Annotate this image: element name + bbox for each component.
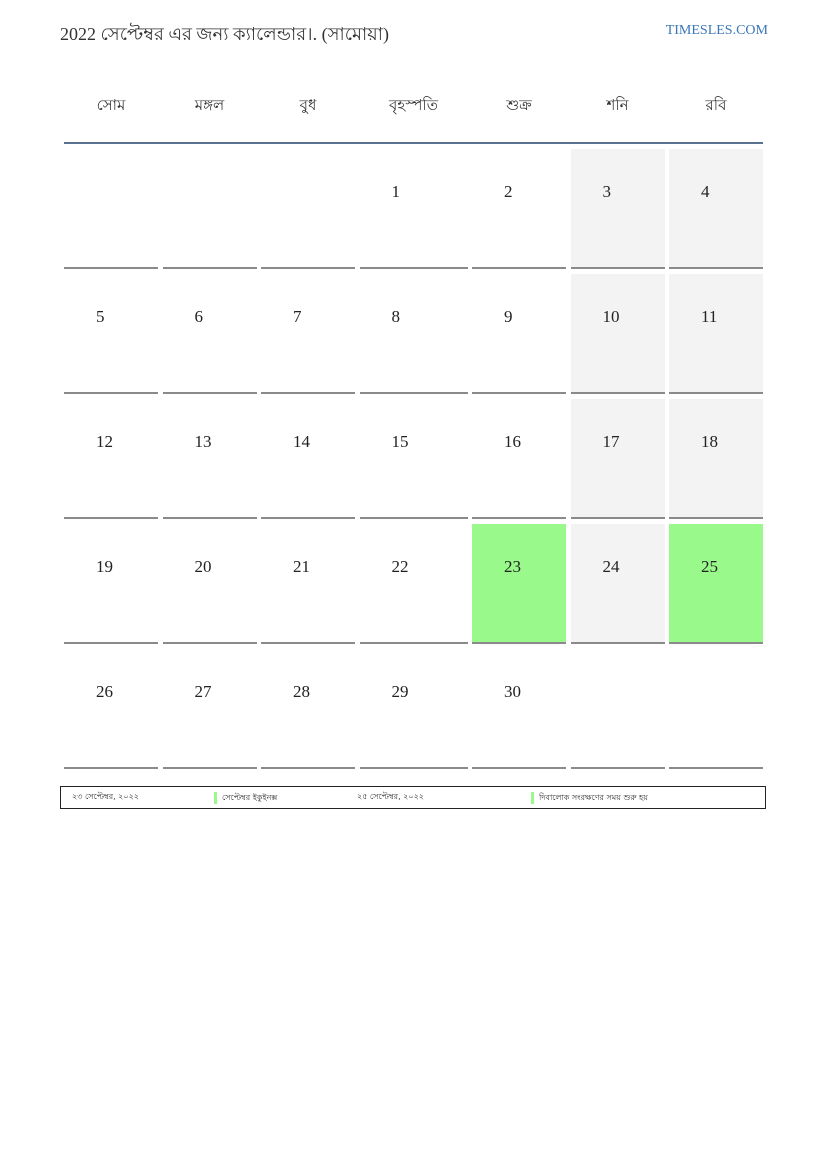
day-number: 29 [391, 682, 409, 701]
day-cell-9[interactable] [472, 274, 566, 394]
day-number: 9 [504, 307, 513, 326]
day-cell-4[interactable] [669, 149, 763, 269]
day-cell-1[interactable] [360, 149, 468, 269]
day-cell-10[interactable] [571, 274, 665, 394]
day-number: 5 [96, 307, 105, 326]
day-number: 16 [504, 432, 521, 451]
day-number: 27 [194, 682, 212, 701]
day-cell-26[interactable] [64, 649, 158, 769]
legend-date-2: ২৫ সেপ্টেম্বর, ২০২২ [357, 792, 424, 801]
day-number: 21 [293, 557, 310, 576]
day-cell-22[interactable] [360, 524, 468, 644]
site-link[interactable]: TIMESLES.COM [665, 23, 768, 38]
weekday-thursday: বৃহস্পতি [389, 95, 438, 114]
day-cell-empty [669, 649, 763, 769]
day-cell-8[interactable] [360, 274, 468, 394]
day-cell-empty [571, 649, 665, 769]
day-cell-21[interactable] [261, 524, 355, 644]
day-cell-13[interactable] [163, 399, 257, 519]
weekday-sunday: রবি [705, 95, 727, 114]
day-cell-16[interactable] [472, 399, 566, 519]
day-number: 15 [391, 432, 409, 451]
week-row [64, 149, 763, 269]
day-cell-24[interactable] [571, 524, 665, 644]
day-number: 4 [701, 182, 710, 201]
week-row [64, 524, 763, 644]
day-number: 12 [96, 432, 113, 451]
day-cell-2[interactable] [472, 149, 566, 269]
day-cell-11[interactable] [669, 274, 763, 394]
weekday-tuesday: মঙ্গল [194, 95, 225, 114]
day-cell-28[interactable] [261, 649, 355, 769]
day-number: 24 [602, 557, 620, 576]
weekday-monday: সোম [96, 95, 126, 114]
day-number: 20 [194, 557, 212, 576]
day-number: 13 [194, 432, 212, 451]
week-row [64, 649, 763, 769]
legend-date-1: ২৩ সেপ্টেম্বর, ২০২২ [72, 792, 139, 801]
day-cell-23[interactable] [472, 524, 566, 644]
holiday-legend [60, 786, 766, 809]
day-cell-20[interactable] [163, 524, 257, 644]
day-cell-12[interactable] [64, 399, 158, 519]
day-number: 6 [194, 307, 203, 326]
day-number: 22 [391, 557, 409, 576]
day-number: 7 [293, 307, 302, 326]
day-cell-empty [261, 149, 355, 269]
weekday-friday: শুক্র [506, 95, 532, 114]
day-number: 26 [96, 682, 113, 701]
day-number: 30 [504, 682, 521, 701]
day-number: 11 [701, 307, 718, 326]
week-row [64, 274, 763, 394]
weeks-container [64, 149, 763, 769]
day-cell-14[interactable] [261, 399, 355, 519]
day-cell-3[interactable] [571, 149, 665, 269]
day-cell-7[interactable] [261, 274, 355, 394]
day-cell-5[interactable] [64, 274, 158, 394]
day-cell-6[interactable] [163, 274, 257, 394]
day-cell-15[interactable] [360, 399, 468, 519]
legend-holiday-1: সেপ্টেম্বর ইকুইনক্স [214, 787, 277, 808]
day-cell-17[interactable] [571, 399, 665, 519]
day-number: 23 [504, 557, 521, 576]
legend-holiday-2: দিবালোক সংরক্ষণের সময় শুরু হয় [531, 787, 648, 808]
day-number: 1 [391, 182, 400, 201]
day-number: 3 [602, 182, 611, 201]
day-number: 2 [504, 182, 513, 201]
weekday-wednesday: বুধ [299, 95, 317, 114]
day-cell-30[interactable] [472, 649, 566, 769]
day-cell-18[interactable] [669, 399, 763, 519]
day-number: 28 [293, 682, 310, 701]
day-number: 18 [701, 432, 718, 451]
day-number: 14 [293, 432, 310, 451]
day-number: 25 [701, 557, 718, 576]
day-cell-empty [163, 149, 257, 269]
day-cell-empty [64, 149, 158, 269]
day-number: 19 [96, 557, 113, 576]
page-title: 2022 সেপ্টেম্বর এর জন্য ক্যালেন্ডার।. (সামোয়া) [60, 24, 389, 44]
weekday-saturday: শনি [606, 95, 629, 114]
week-row [64, 399, 763, 519]
day-cell-25[interactable] [669, 524, 763, 644]
day-number: 8 [391, 307, 400, 326]
calendar-grid [64, 70, 763, 774]
day-cell-27[interactable] [163, 649, 257, 769]
day-number: 10 [602, 307, 620, 326]
day-cell-29[interactable] [360, 649, 468, 769]
day-number: 17 [602, 432, 620, 451]
weekday-header-row [64, 70, 763, 144]
day-cell-19[interactable] [64, 524, 158, 644]
